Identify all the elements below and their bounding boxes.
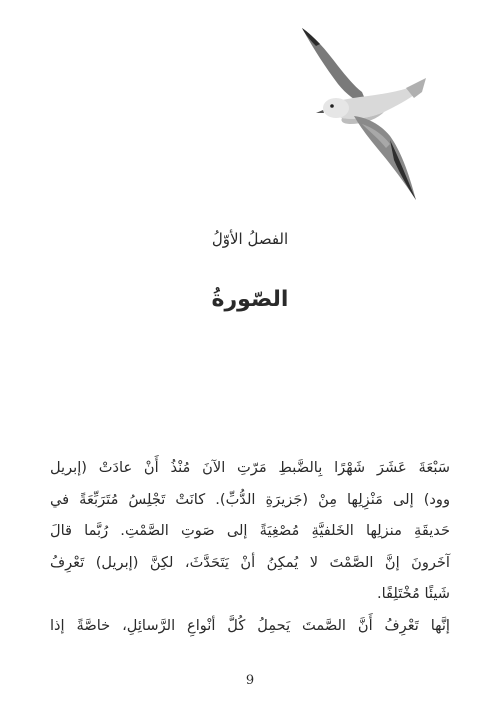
chapter-label: الفصلُ الأوّلُ xyxy=(211,230,289,248)
seagull-illustration xyxy=(296,20,430,210)
body-line: وود) إلى مَنْزِلِها مِنْ (جَزيرَةِ الدُّبِّ). كانَتْ تَجْلِسُ مُتَرَبِّعَةً في xyxy=(50,490,450,508)
chapter-title: الصّورةُ xyxy=(211,287,289,312)
body-line: شَيئًا مُخْتَلِفًا. xyxy=(376,585,450,602)
body-text xyxy=(50,452,450,641)
body-line: حَديقَةِ منزلِها الخَلفيَّةِ مُصْغِيَةً إلى صَوتِ الصَّمْتِ. رُبَّما قالَ xyxy=(50,522,450,539)
body-line: آخَرونَ إنَّ الصَّمْتَ لا يُمكِنُ أنْ يَتَحَدَّثَ، لكِنَّ (إبريل) تَعْرِفُ xyxy=(50,553,450,571)
page-number: 9 xyxy=(245,673,255,688)
body-line: إنَّها تَعْرِفُ أَنَّ الصَّمتَ يَحمِلُ كُلَّ أنْواعِ الرَّسائِلِ، خاصَّةً إذا xyxy=(50,616,450,634)
body-line: سَبْعَةَ عَشَرَ شَهْرًا بِالضَّبطِ مَرّتِ الآنَ مُنْذُ أَنْ عادَتْ (إبريل xyxy=(50,459,450,476)
